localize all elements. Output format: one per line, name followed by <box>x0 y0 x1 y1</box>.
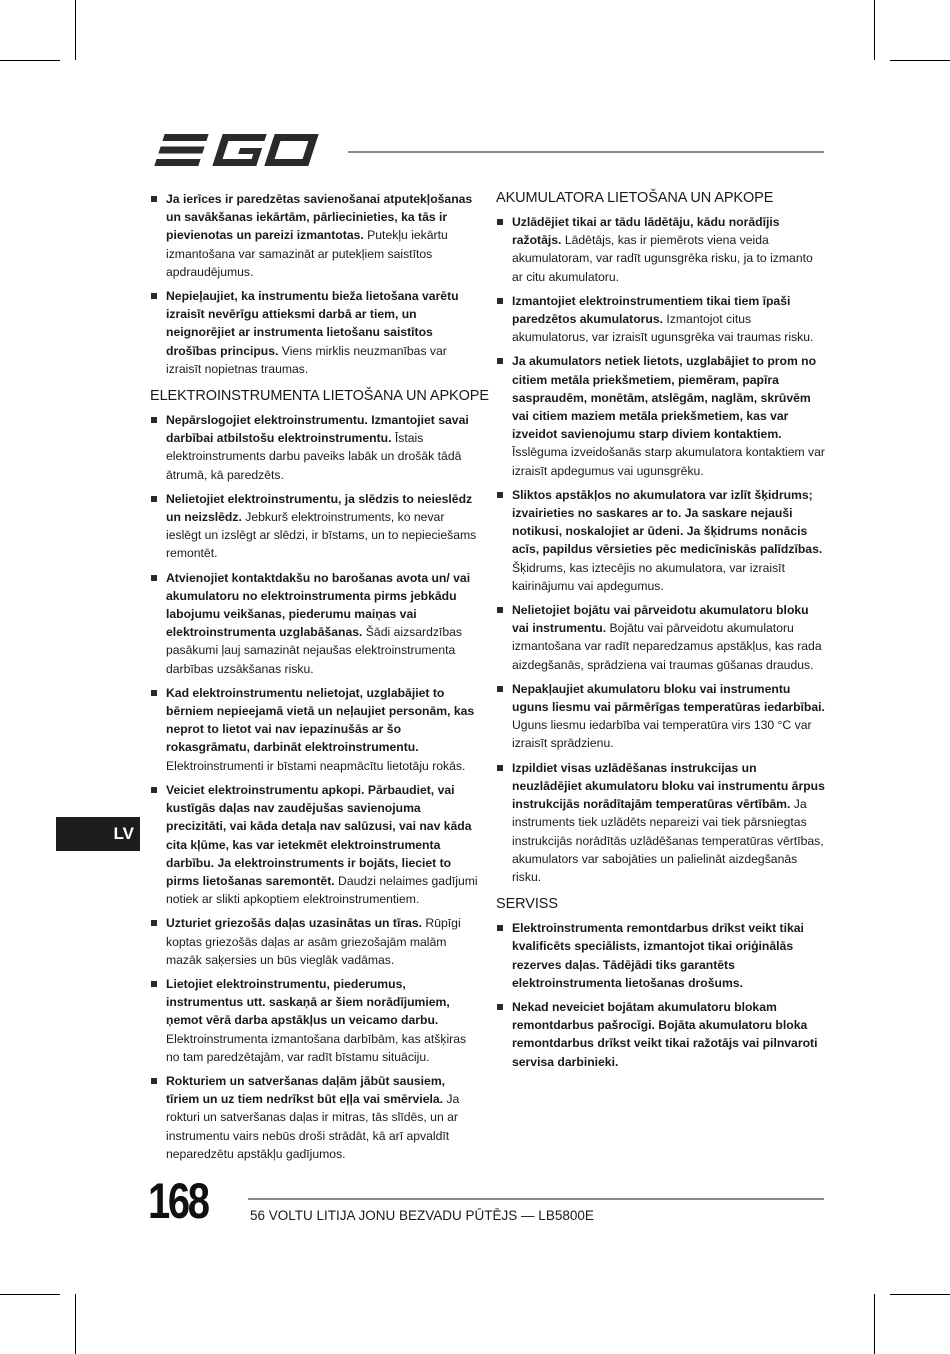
section-heading: AKUMULATORA LIETOŠANA UN APKOPE <box>496 190 774 206</box>
list-item: Elektroinstrumenta remontdarbus drīkst veikt tikai kvalificēts speciālists, izmantojot tikai oriģinālās rezerves daļas. Tādējādi tiks garantēts elektroinstrumenta lietošanas drošums. <box>496 919 826 992</box>
list-item: Rokturiem un satveršanas daļām jābūt sausiem, tīriem un uz tiem nedrīkst būt eļļa vai smērviela. Ja rokturi un satveršanas daļas ir mitras, tās slīdēs, un ar instrumentu vairs nebūs droši strādāt, kā arī apvaldīt neparedzētu apstākļu gadījumos. <box>150 1072 480 1163</box>
crop-mark <box>874 1294 875 1354</box>
bullet-icon <box>151 690 157 696</box>
list-item: Nelietojiet bojātu vai pārveidotu akumulatoru bloku vai instrumentu. Bojātu vai pārveidotu akumulatoru izmantošana var radīt neparedzamus apstākļus, kas rada aizdegšanās, sprādziena vai traumas gūšanas draudus. <box>496 601 826 674</box>
list-item: Uzlādējiet tikai ar tādu lādētāju, kādu norādījis ražotājs. Lādētājs, kas ir piemērots viena veida akumulatoram, var radīt ugunsgrēka risku, ja to izmanto ar citu akumulatoru. <box>496 213 826 286</box>
bullet-icon <box>497 1004 503 1010</box>
crop-mark <box>75 1294 76 1354</box>
bullet-icon <box>151 920 157 926</box>
bullet-icon <box>497 358 503 364</box>
bullet-icon <box>151 196 157 202</box>
list-item: Veiciet elektroinstrumentu apkopi. Pārbaudiet, vai kustīgās daļas nav zaudējušas savienojuma precizitāti, vai kāda detaļa nav salūzusi, vai nav kāda cita kļūme, kas var ietekmēt elektroinstrumenta darbību. Ja elektroinstruments ir bojāts, lieciet to pirms lietošanas saremontēt. Daudzi nelaimes gadījumi notiek ar slikti apkoptiem elektroinstrumentiem. <box>150 781 480 908</box>
footer-title: 56 VOLTU LITIJA JONU BEZVADU PŪTĒJS — LB5800E <box>250 1208 594 1223</box>
bullet-icon <box>497 298 503 304</box>
list-item: Nepārslogojiet elektroinstrumentu. Izmantojiet savai darbībai atbilstošu elektroinstrumentu. Īstais elektroinstruments darbu paveiks labāk un drošāk tādā ātrumā, kā paredzēts. <box>150 411 480 484</box>
bullet-icon <box>151 981 157 987</box>
bullet-icon <box>151 575 157 581</box>
list-item: Kad elektroinstrumentu nelietojat, uzglabājiet to bērniem nepieejamā vietā un neļaujiet personām, kas neprot to lietot vai nav iepazinušās ar šo rokasgrāmatu, darbināt elektroinstrumentu. Elektroinstrumenti ir bīstami neapmācītu lietotāju rokās. <box>150 684 480 775</box>
battery-use-list <box>496 213 826 886</box>
bullet-icon <box>151 293 157 299</box>
crop-mark <box>874 0 875 60</box>
list-item: Ja ierīces ir paredzētas savienošanai atputekļošanas un savākšanas iekārtām, pārliecinieties, ka tās ir pievienotas un pareizi izmantotas. Putekļu iekārtu izmantošana var samazināt ar putekļiem saistītos apdraudējumus. <box>150 190 480 281</box>
right-column <box>496 190 826 1077</box>
footer-rule <box>248 1198 824 1200</box>
bullet-icon <box>497 492 503 498</box>
intro-list <box>150 190 480 378</box>
list-item: Nepieļaujiet, ka instrumentu bieža lietošana varētu izraisīt nevērīgu attieksmi darbā ar tiem, un neignorējiet ar instrumenta lietošanu saistītos drošības principus. Viens mirklis neuzmanības var izraisīt nopietnas traumas. <box>150 287 480 378</box>
crop-mark <box>890 60 950 61</box>
list-item: Nekad neveiciet bojātam akumulatoru blokam remontdarbus pašrocīgi. Bojāta akumulatoru bloka remontdarbus drīkst veikt tikai ražotājs vai pilnvaroti servisa darbinieki. <box>496 998 826 1071</box>
bullet-icon <box>497 925 503 931</box>
ego-logo <box>150 130 330 170</box>
language-tab: LV <box>56 817 140 851</box>
crop-mark <box>0 60 60 61</box>
list-item: Atvienojiet kontaktdakšu no barošanas avota un/ vai akumulatoru no elektroinstrumenta pirms jebkādu labojumu veikšanas, piederumu maiņas vai elektroinstrumenta uzglabāšanas. Šādi aizsardzības pasākumi ļauj samazināt nejaušas elektroinstrumenta darbības uzsākšanas risku. <box>150 569 480 678</box>
list-item: Nelietojiet elektroinstrumentu, ja slēdzis to neieslēdz un neizslēdz. Jebkurš elektroinstruments, ko nevar ieslēgt un izslēgt ar slēdzi, ir bīstams, un to nepieciešams remontēt. <box>150 490 480 563</box>
bullet-icon <box>151 496 157 502</box>
list-item: Izpildiet visas uzlādēšanas instrukcijas un neuzlādējiet akumulatoru bloku vai instrumentu ārpus instrukcijās norādītajām temperatūras vērtībām. Ja instruments tiek uzlādēts nepareizi vai tiek pārsniegtas instrukcijās norādītās uzlādēšanas temperatūras vērtības, akumulators var sabojāties un palielināt aizdegšanās risku. <box>496 759 826 886</box>
bullet-icon <box>497 686 503 692</box>
bullet-icon <box>497 765 503 771</box>
bullet-icon <box>151 417 157 423</box>
left-column <box>150 190 489 1169</box>
list-item: Izmantojiet elektroinstrumentiem tikai tiem īpaši paredzētos akumulatorus. Izmantojot citus akumulatorus, var izraisīt ugunsgrēka vai traumas risku. <box>496 292 826 347</box>
section-heading: ELEKTROINSTRUMENTA LIETOŠANA UN APKOPE <box>150 388 489 405</box>
bullet-icon <box>151 1078 157 1084</box>
section-heading: SERVISS <box>496 896 558 913</box>
list-item: Ja akumulators netiek lietots, uzglabājiet to prom no citiem metāla priekšmetiem, piemēram, papīra saspraudēm, monētām, atslēgām, naglām, skrūvēm vai citiem maziem metāla priekšmetiem, kas var izveidot savienojumu starp diviem kontaktiem. Īsslēguma izveidošanās starp akumulatora kontaktiem var izraisīt apdegumus vai ugunsgrēku. <box>496 352 826 479</box>
header-rule <box>348 151 824 153</box>
page-number: 168 <box>148 1173 208 1229</box>
list-item: Nepakļaujiet akumulatoru bloku vai instrumentu uguns liesmu vai pārmērīgas temperatūras iedarbībai. Uguns liesmu iedarbība vai temperatūra virs 130 °C var izraisīt sprādzienu. <box>496 680 826 753</box>
crop-mark <box>0 1294 60 1295</box>
list-item: Lietojiet elektroinstrumentu, piederumus, instrumentus utt. saskaņā ar šiem norādījumiem, ņemot vērā darba apstākļus un veicamo darbu. Elektroinstrumenta izmantošana darbībām, kas atšķiras no tam paredzētajām, var radīt bīstamu situāciju. <box>150 975 480 1066</box>
bullet-icon <box>497 219 503 225</box>
power-tool-use-list <box>150 411 480 1163</box>
crop-mark <box>75 0 76 60</box>
service-list <box>496 919 826 1071</box>
crop-mark <box>890 1294 950 1295</box>
bullet-icon <box>151 787 157 793</box>
list-item: Sliktos apstākļos no akumulatora var izlīt šķidrums; izvairieties no saskares ar to. Ja saskare nejauši notikusi, noskalojiet ar ūdeni. Ja šķidrums nonācis acīs, papildus vērsieties pēc medicīniskās palīdzības. Šķidrums, kas iztecējis no akumulatora, var izraisīt kairinājumu vai apdegumus. <box>496 486 826 595</box>
list-item: Uzturiet griezošās daļas uzasinātas un tīras. Rūpīgi koptas griezošās daļas ar asām griezošajām malām mazāk saķersies un būs vieglāk vadāmas. <box>150 914 480 969</box>
bullet-icon <box>497 607 503 613</box>
